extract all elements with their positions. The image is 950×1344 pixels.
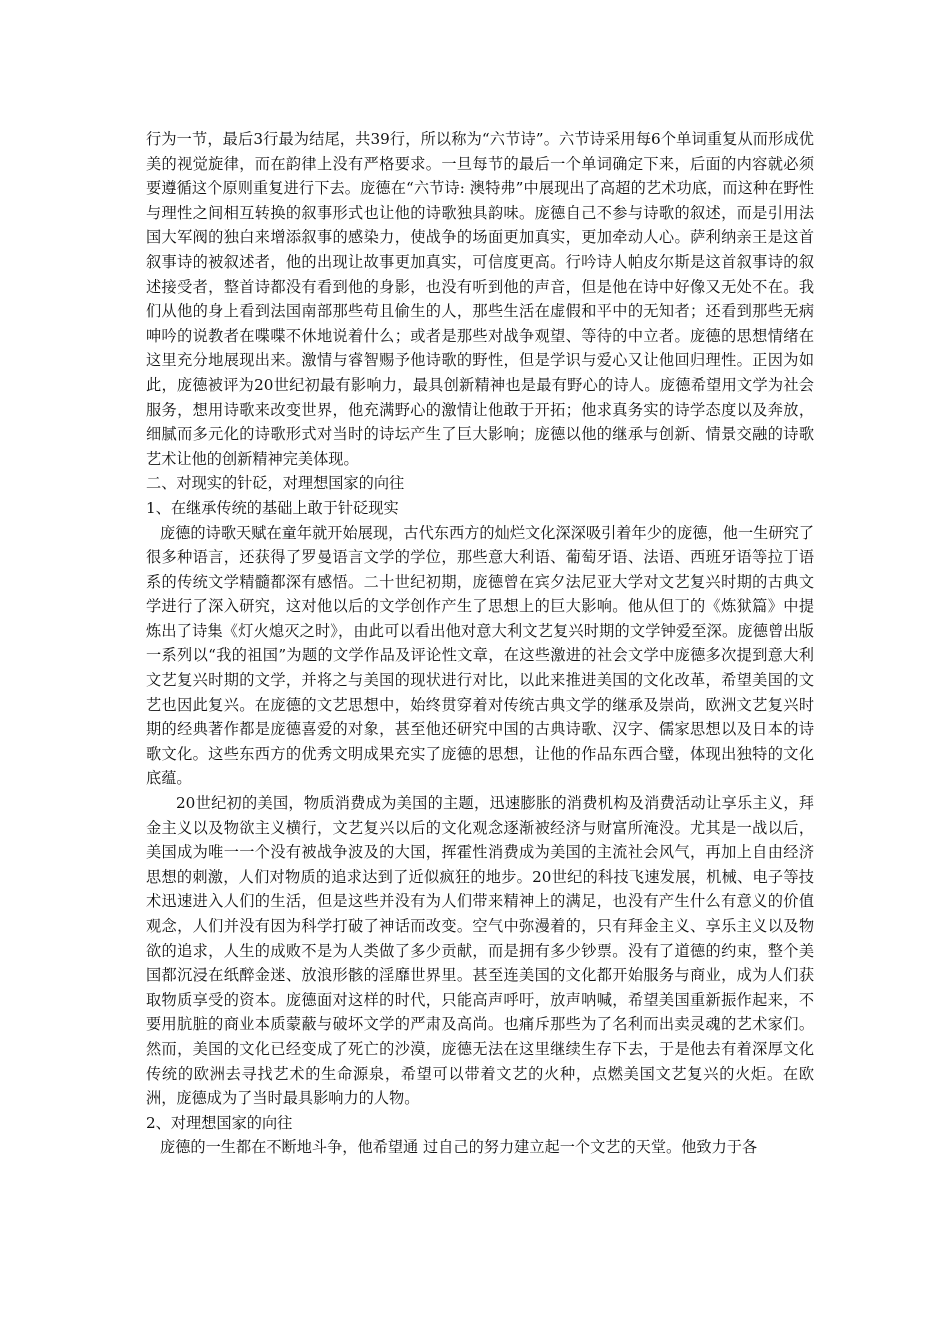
body-paragraph-2: 庞德的诗歌天赋在童年就开始展现，古代东西方的灿烂文化深深吸引着年少的庞德，他一生研究了很多种语言，还获得了罗曼语言文学的学位，那些意大利语、葡萄牙语、法语、西班牙语等拉丁语系的传统文学精髓都深有感悟。二十世纪初期，庞德曾在宾夕法尼亚大学对文艺复兴时期的古典文学进行了深入研究，这对他以后的文学创作产生了思想上的巨大影响。他从但丁的《炼狱篇》中提炼出了诗集《灯火熄灭之时》，由此可以看出他对意大利文艺复兴时期的文学钟爱至深。庞德曾出版一系列以“我的祖国”为题的文学作品及评论性文章，在这些激进的社会文学中庞德多次提到意大利文艺复兴时期的文学，并将之与美国的现状进行对比，以此来推进美国的文化改革，希望美国的文艺也因此复兴。在庞德的文艺思想中，始终贯穿着对传统古典文学的继承及崇尚，欧洲文艺复兴时期的经典著作都是庞德喜爱的对象，甚至他还研究中国的古典诗歌、汉字、儒家思想以及日本的诗歌文化。这些东西方的优秀文明成果充实了庞德的思想，让他的作品东西合璧，体现出独特的文化底蕴。 — [146, 523, 814, 788]
subsection-heading-2-1: 1、在继承传统的基础上敢于针砭现实 — [146, 498, 399, 517]
subsection-heading-2-2: 2、对理想国家的向往 — [146, 1113, 293, 1132]
body-paragraph-4: 庞德的一生都在不断地斗争，他希望通 过自己的努力建立起一个文艺的天堂。他致力于各 — [160, 1138, 758, 1157]
body-paragraph-3: 20世纪初的美国，物质消费成为美国的主题，迅速膨胀的消费机构及消费活动让享乐主义，拜金主义以及物欲主义横行，文艺复兴以后的文化观念逐渐被经济与财富所淹没。尤其是一战以后，美国成为唯一一个没有被战争波及的大国，挥霍性消费成为美国的主流社会风气，再加上自由经济思想的刺激，人们对物质的追求达到了近似疯狂的地步。20世纪的科技飞速发展，机械、电子等技术迅速进入人们的生活，但是这些并没有为人们带来精神上的满足，也没有产生什么有意义的价值观念，人们并没有因为科学打破了神话而改变。空气中弥漫着的，只有拜金主义、享乐主义以及物欲的追求，人生的成败不是为人类做了多少贡献，而是拥有多少钞票。没有了道德的约束，整个美国都沉浸在纸醉金迷、放浪形骸的淫靡世界里。甚至连美国的文化都开始服务与商业，成为人们获取物质享受的资本。庞德面对这样的时代，只能高声呼吁，放声呐喊，希望美国重新振作起来，不要用肮脏的商业本质蒙蔽与破坏文学的严肃及高尚。也痛斥那些为了名利而出卖灵魂的艺术家们。然而，美国的文化已经变成了死亡的沙漠，庞德无法在这里继续生存下去，于是他去有着深厚文化传统的欧洲去寻找艺术的生命源泉，希望可以带着文艺的火种，点燃美国文艺复兴的火炬。在欧洲，庞德成为了当时最具影响力的人物。 — [146, 794, 814, 1108]
section-heading-2: 二、对现实的针砭，对理想国家的向往 — [146, 474, 405, 493]
document-body — [146, 127, 814, 1160]
body-paragraph-1: 行为一节，最后3行最为结尾，共39行，所以称为“六节诗”。六节诗采用每6个单词重复从而形成优美的视觉旋律，而在韵律上没有严格要求。一旦每节的最后一个单词确定下来，后面的内容就必须要遵循这个原则重复进行下去。庞德在“六节诗: 澳特弗”中展现出了高超的艺术功底，而这种在野性与理性之间相互转换的叙事形式也让他的诗歌独具韵味。庞德自己不参与诗歌的叙述，而是引用法国大军阀的独白来增添叙事的感染力，使战争的场面更加真实，更加牵动人心。萨利纳亲王是这首叙事诗的被叙述者，他的出现让故事更加真实，可信度更高。行吟诗人帕皮尔斯是这首叙事诗的叙述接受者，整首诗都没有看到他的身影，也没有听到他的声音，但是他在诗中好像又无处不在。我们从他的身上看到法国南部那些苟且偷生的人，那些生活在虚假和平中的无知者；还看到那些无病呻吟的说教者在喋喋不休地说着什么；或者是那些对战争观望、等待的中立者。庞德的思想情绪在这里充分地展现出来。激情与睿智赐予他诗歌的野性，但是学识与爱心又让他回归理性。正因为如此，庞德被评为20世纪初最有影响力，最具创新精神也是最有野心的诗人。庞德希望用文学为社会服务，想用诗歌来改变世界，他充满野心的激情让他敢于开拓；他求真务实的诗学态度以及奔放，细腻而多元化的诗歌形式对当时的诗坛产生了巨大影响；庞德以他的继承与创新、情景交融的诗歌艺术让他的创新精神完美体现。 — [146, 130, 814, 468]
